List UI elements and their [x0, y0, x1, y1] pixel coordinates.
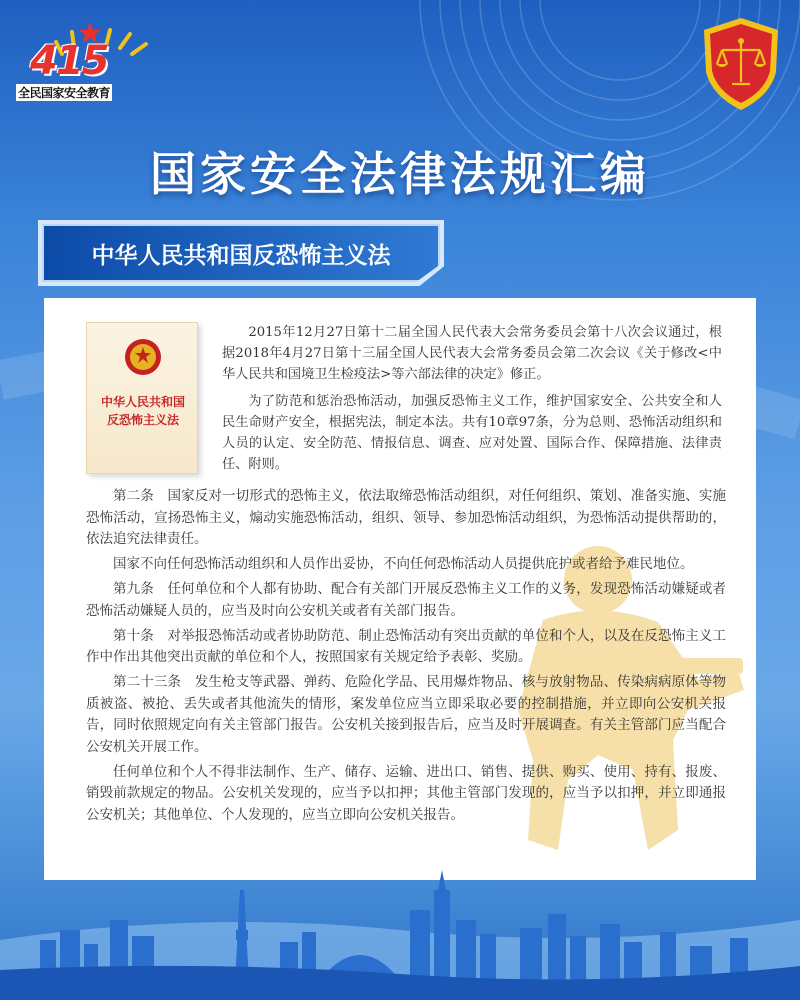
article-paragraph: 任何单位和个人不得非法制作、生产、储存、运输、进出口、销售、提供、购买、使用、持有、报废、销毁前款规定的物品。公安机关发现的，应当予以扣押；其他主管部门发现的，应当予以扣押，并立即通报公安机关；其他单位、个人发现的，应当立即向公安机关报告。 — [86, 763, 726, 823]
national-emblem-icon — [123, 337, 163, 377]
law-book-cover — [86, 322, 198, 474]
logo-number: 415 — [30, 38, 108, 84]
article-paragraph: 第二十三条 发生枪支等武器、弹药、危险化学品、民用爆炸物品、核与放射物品、传染病病原体等物质被盗、被抢、丢失或者其他流失的情形，案发单位应当立即采取必要的控制措施，并立即向公安机关报告，同时依照规定向有关主管部门报告。公安机关接到报告后，应当及时开展调查。有关主管部门应当配合公安机关开展工作。 — [86, 674, 726, 755]
national-security-education-logo — [14, 18, 144, 98]
law-articles — [86, 486, 726, 830]
article-paragraph: 第九条 任何单位和个人都有协助、配合有关部门开展反恐怖主义工作的义务，发现恐怖活动嫌疑或者恐怖活动嫌疑人员的，应当及时向公安机关或者有关部门报告。 — [86, 581, 726, 619]
city-skyline — [0, 870, 800, 1000]
book-title: 中华人民共和国 反恐怖主义法 — [100, 395, 185, 427]
article-paragraph: 第二条 国家反对一切形式的恐怖主义，依法取缔恐怖活动组织，对任何组织、策划、准备实施、实施恐怖活动，宣扬恐怖主义，煽动实施恐怖活动，组织、领导、参加恐怖活动组织，为恐怖活动提供帮助的，依法追究法律责任。 — [86, 488, 726, 547]
law-title: 中华人民共和国反恐怖主义法 — [91, 242, 391, 269]
intro-paragraph: 为了防范和惩治恐怖活动，加强反恐怖主义工作，维护国家安全、公共安全和人民生命财产安全，根据宪法，制定本法。共有10章97条，分为总则、恐怖活动组织和人员的认定、安全防范、情报信息、调查、应对处置、国际合作、保障措施、法律责任、附则。 — [222, 394, 722, 472]
article-paragraph: 第十条 对举报恐怖活动或者协助防范、制止恐怖活动有突出贡献的单位和个人，以及在反恐怖主义工作中作出其他突出贡献的单位和个人，按照国家有关规定给予表彰、奖励。 — [86, 627, 726, 665]
intro-paragraph: 2015年12月27日第十二届全国人民代表大会常务委员会第十八次会议通过，根据2018年4月27日第十三届全国人民代表大会常务委员会第二次会议《关于修改<中华人民共和国境卫生检疫法>等六部法律的决定》修正。 — [222, 325, 722, 382]
logo-caption: 全民国家安全教育 — [18, 86, 111, 100]
scales-of-justice-shield-icon — [700, 16, 782, 112]
law-introduction — [222, 322, 722, 481]
article-paragraph: 国家不向任何恐怖活动组织和人员作出妥协，不向任何恐怖活动人员提供庇护或者给予难民地位。 — [113, 556, 694, 572]
page-title: 国家安全法律法规汇编 — [150, 147, 650, 201]
